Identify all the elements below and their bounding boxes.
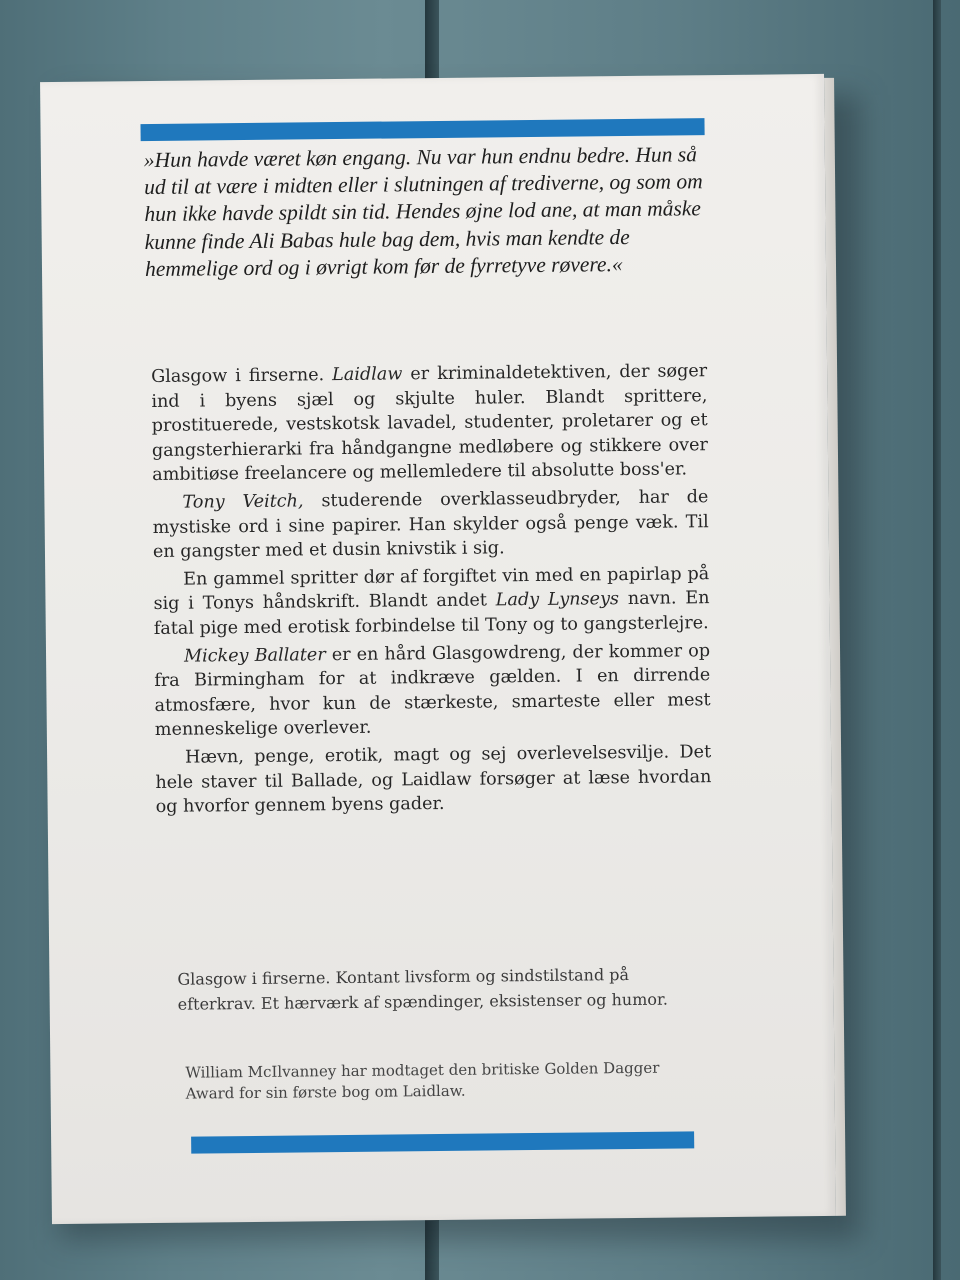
character-name: Laidlaw (332, 364, 403, 386)
synopsis-paragraph (154, 639, 711, 743)
synopsis-paragraph (152, 485, 709, 565)
tagline-blurb: Glasgow i firserne. Kontant livsform og sindstilstand på efterkrav. Et hærværk af spændinger, eksistenser og humor. (177, 965, 669, 1014)
book-back-cover (40, 74, 836, 1224)
author-award-note: William McIlvanney har modtaget den britiske Golden Dagger Award for sin første bog om Laidlaw. (185, 1058, 660, 1103)
paragraph-text: studerende overklasseudbryder, har de mystiske ord i sine papirer. Han skylder også penge væk. Til en gangster med et dusin knivstik i sig. (152, 487, 709, 563)
wall-plank-gap (933, 0, 941, 1280)
top-accent-rule (140, 118, 704, 141)
bottom-accent-rule (191, 1131, 694, 1153)
character-name: Lady Lynseys (495, 589, 620, 611)
paragraph-text: er en hård Glasgowdreng, der kommer op fra Birmingham for at indkræve gælden. I en dirrende atmosfære, hvor kun de stærkeste, smarteste eller mest menneskelige overlever. (154, 640, 711, 741)
paragraph-text: En gammel spritter dør af forgiftet vin med en papirlap på sig i Tonys håndskrift. Blandt andet (153, 563, 710, 615)
paragraph-text: er kriminaldetektiven, der søger ind i byens sjæl og skjulte huler. Blandt sprittere, prostituerede, vestskotsk lavadel, studenter, proletarer og et gangsterhierarki fra håndgangne medløbere og stikkere over ambitiøse freelancere og mellemledere til absolutte boss'er. (151, 361, 708, 486)
paragraph-text: Glasgow i firserne. (151, 365, 333, 387)
synopsis-paragraph (151, 359, 708, 488)
synopsis-paragraph (153, 562, 710, 642)
character-name: Tony Veitch, (182, 491, 304, 513)
synopsis (151, 359, 712, 822)
character-name: Mickey Ballater (183, 644, 326, 667)
paragraph-text: navn. En fatal pige med erotisk forbindelse til Tony og to gangsterlejre. (153, 588, 710, 639)
synopsis-paragraph: Hævn, penge, erotik, magt og sej overlevelsesvilje. Det hele staver til Ballade, og Laidlaw forsøger at læse hvordan og hvorfor gennem byens gader. (155, 742, 712, 818)
opening-quote: »Hun havde været køn engang. Nu var hun endnu bedre. Hun så ud til at være i midten eller i slutningen af trediverne, og som om hun ikke havde spildt sin tid. Hendes øjne lod ane, at man måske kunne finde Ali Babas hule bag dem, hvis man kendte de hemmelige ord og i øvrigt kom før de fyrretyve røvere.« (143, 142, 703, 281)
